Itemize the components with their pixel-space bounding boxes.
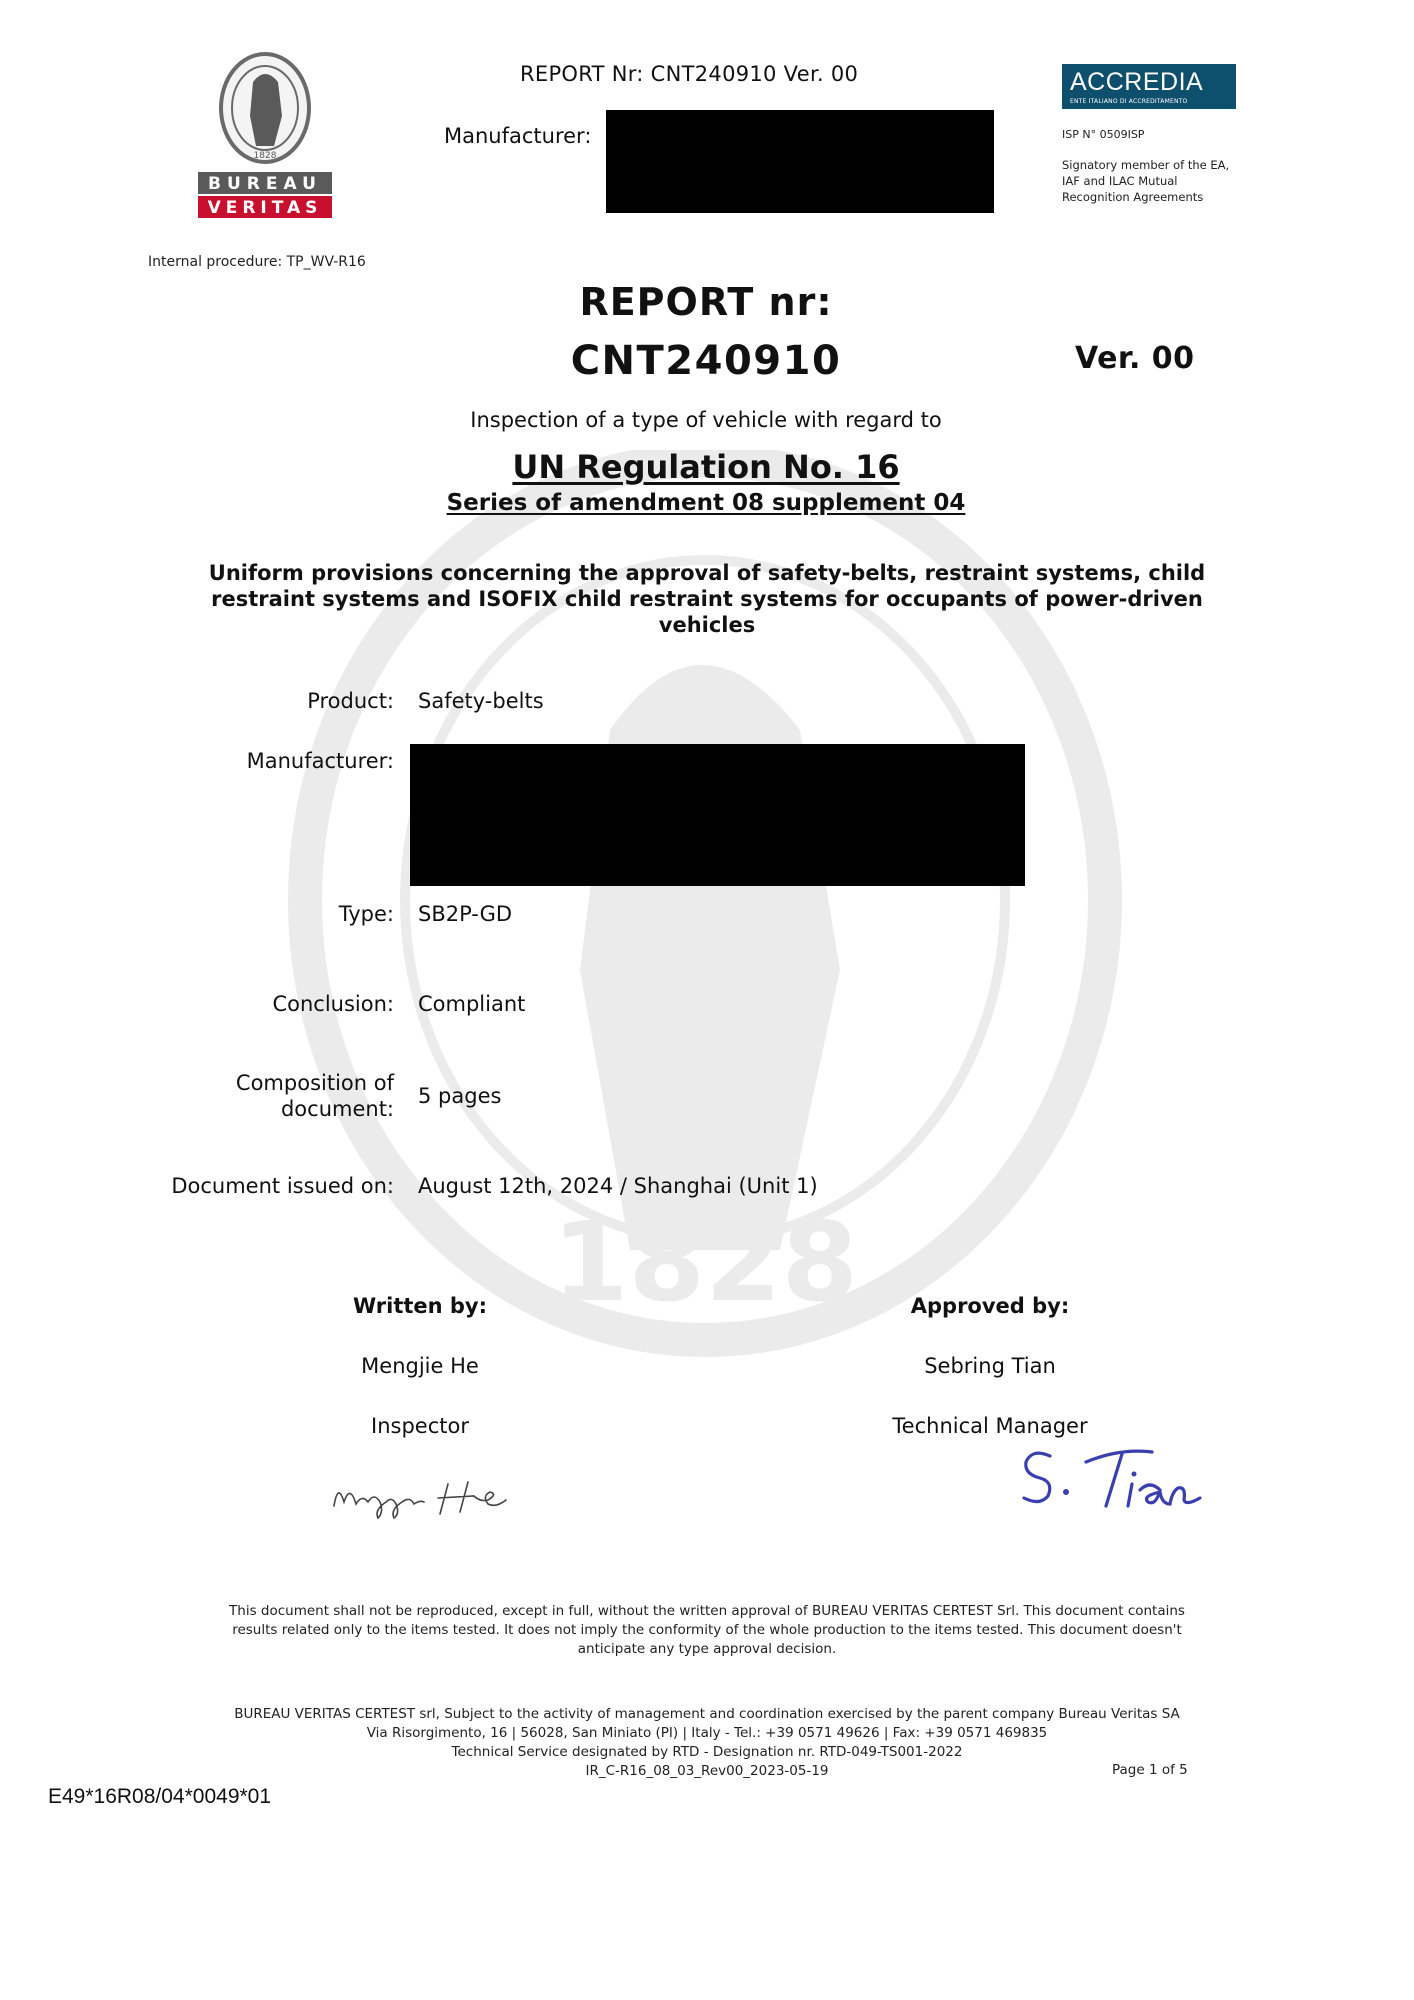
report-version: Ver. 00 <box>1075 341 1195 376</box>
page-number: Page 1 of 5 <box>1112 1762 1188 1778</box>
inspection-subtitle: Inspection of a type of vehicle with regard to <box>470 408 942 432</box>
svg-text:BUREAU: BUREAU <box>208 174 322 194</box>
disclaimer-line: anticipate any type approval decision. <box>577 1641 837 1657</box>
disclaimer <box>150 1602 1264 1659</box>
product-value: Safety-belts <box>418 689 544 713</box>
written-by-label: Written by: <box>352 1294 488 1318</box>
isp-number: ISP N° 0509ISP <box>1062 128 1145 141</box>
composition-label-line1: Composition of <box>235 1071 394 1095</box>
disclaimer-line: results related only to the items tested. It does not imply the conformity of the whole production to the items tested. This document doesn't <box>232 1622 1182 1638</box>
approved-by-label: Approved by: <box>910 1294 1070 1318</box>
approved-by-name: Sebring Tian <box>924 1354 1056 1378</box>
company-address: Via Risorgimento, 16 | 56028, San Miniato (PI) | Italy - Tel.: +39 0571 49626 | Fax: +39 0571 469835 <box>366 1725 1048 1741</box>
manufacturer-label: Manufacturer: <box>246 749 394 773</box>
composition-label-line2: document: <box>280 1097 394 1121</box>
written-by-signature <box>328 1472 518 1522</box>
series-heading: Series of amendment 08 supplement 04 <box>446 490 966 516</box>
manufacturer-redaction <box>410 744 1025 886</box>
accredia-logo <box>1062 64 1236 109</box>
header-manufacturer-label: Manufacturer: <box>444 124 592 148</box>
conclusion-value: Compliant <box>418 992 526 1016</box>
svg-text:VERITAS: VERITAS <box>207 198 323 218</box>
issued-value: August 12th, 2024 / Shanghai (Unit 1) <box>418 1174 818 1198</box>
header-manufacturer-redaction <box>606 110 994 213</box>
approved-by-role: Technical Manager <box>892 1414 1088 1438</box>
signatory-statement: Signatory member of the EA, IAF and ILAC Mutual Recognition Agreements <box>1062 158 1230 204</box>
provisions-description: Uniform provisions concerning the approval of safety-belts, restraint systems, child restraint systems and ISOFIX child restraint systems for occupants of power-driven vehicles <box>208 561 1206 637</box>
accredia-name: ACCREDIA <box>1070 68 1204 96</box>
approved-by-signature <box>1010 1440 1230 1520</box>
written-by-role: Inspector <box>371 1414 469 1438</box>
conclusion-label: Conclusion: <box>272 992 394 1016</box>
issued-label: Document issued on: <box>171 1174 394 1198</box>
technical-service: Technical Service designated by RTD - Designation nr. RTD-049-TS001-2022 <box>451 1744 963 1760</box>
approval-code: E49*16R08/04*0049*01 <box>48 1785 272 1808</box>
bureau-veritas-logo <box>198 52 332 220</box>
company-line: BUREAU VERITAS CERTEST srl, Subject to the activity of management and coordination exercised by the parent company Bureau Veritas SA <box>234 1706 1180 1722</box>
report-number: CNT240910 <box>570 338 842 384</box>
header-report-number: REPORT Nr: CNT240910 Ver. 00 <box>520 62 859 86</box>
type-label: Type: <box>338 902 394 926</box>
composition-value: 5 pages <box>418 1084 502 1108</box>
document-code: IR_C-R16_08_03_Rev00_2023-05-19 <box>585 1763 829 1779</box>
internal-procedure: Internal procedure: TP_WV-R16 <box>148 254 366 270</box>
svg-text:1828: 1828 <box>253 151 277 161</box>
svg-text:1828: 1828 <box>551 1198 859 1326</box>
company-info <box>130 1705 1284 1781</box>
product-label: Product: <box>307 689 394 713</box>
type-value: SB2P-GD <box>418 902 513 926</box>
written-by-name: Mengjie He <box>361 1354 479 1378</box>
disclaimer-line: This document shall not be reproduced, except in full, without the written approval of BUREAU VERITAS CERTEST Srl. This document contains <box>229 1603 1185 1619</box>
accredia-subtitle: ENTE ITALIANO DI ACCREDITAMENTO <box>1070 98 1188 105</box>
regulation-heading: UN Regulation No. 16 <box>512 448 900 486</box>
report-title: REPORT nr: <box>579 280 833 324</box>
